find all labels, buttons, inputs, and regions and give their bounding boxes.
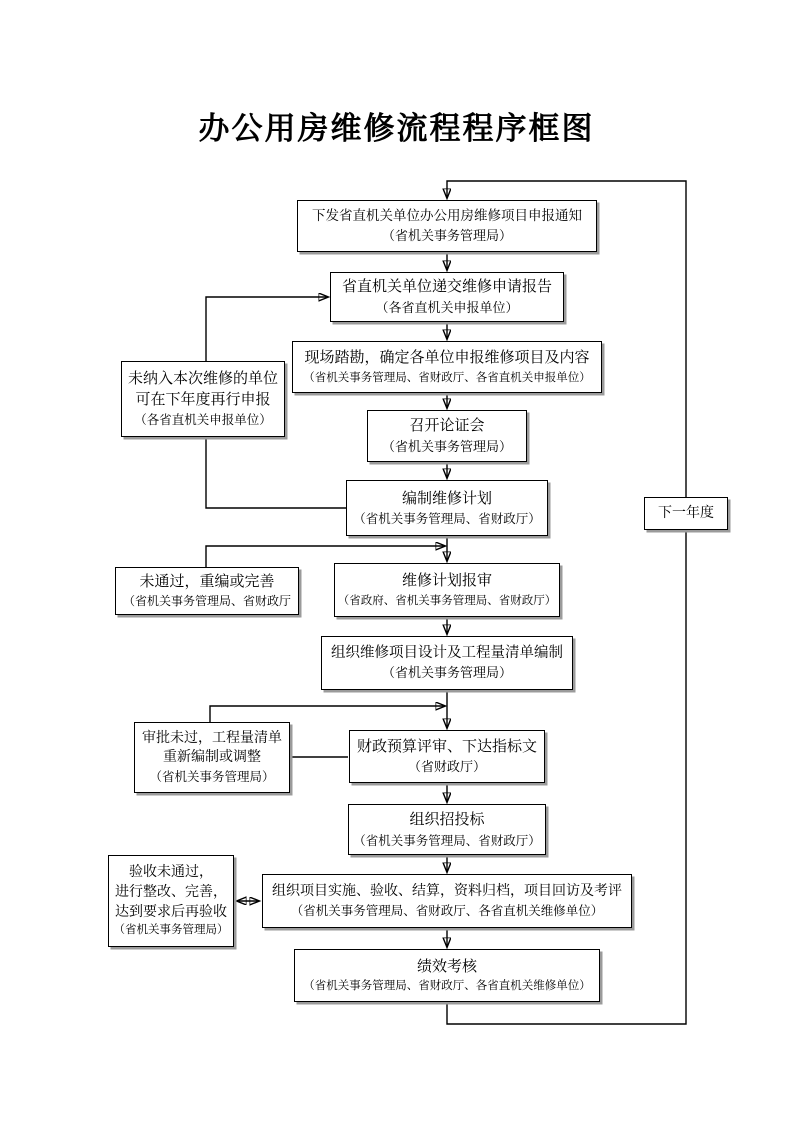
node-org: （省机关事务管理局、省财政厅、各省直机关申报单位）	[303, 371, 591, 384]
note-org: （省机关事务管理局）	[113, 924, 229, 937]
note-org: （省机关事务管理局、省财政厅	[122, 593, 291, 608]
flow-node-notice	[297, 200, 597, 252]
next-year-box	[644, 497, 728, 530]
node-org: （省机关事务管理局）	[381, 438, 512, 454]
node-org: （省机关事务管理局）	[381, 227, 512, 243]
flow-node-assess	[294, 949, 600, 1002]
note-org: （省机关事务管理局）	[149, 770, 275, 785]
flow-node-budget	[349, 730, 545, 783]
node-org: （省财政厅）	[407, 759, 486, 775]
note-line: 未通过，重编或完善	[139, 573, 275, 590]
note-reapply-next-year	[121, 361, 285, 437]
flow-node-implement	[262, 874, 632, 928]
note-budget-not-approved	[134, 722, 290, 793]
node-label: 现场踏勘，确定各单位申报维修项目及内容	[304, 350, 590, 367]
node-org: （省机关事务管理局、省财政厅）	[353, 833, 541, 848]
node-label: 组织招投标	[409, 812, 485, 829]
flow-node-bidding	[348, 804, 546, 855]
node-label: 编制维修计划	[401, 490, 492, 507]
node-org: （省机关事务管理局）	[381, 665, 512, 681]
note-org: （各省直机关申报单位）	[134, 413, 272, 428]
flow-node-design	[321, 636, 573, 690]
page-title: 办公用房维修流程程序框图	[198, 111, 595, 146]
flow-node-plan-review	[334, 563, 560, 617]
flow-node-submit	[330, 272, 564, 322]
next-year-label: 下一年度	[658, 506, 714, 521]
note-plan-not-passed	[115, 567, 299, 615]
flow-node-meeting	[367, 410, 527, 462]
flow-node-plan	[346, 480, 548, 536]
node-label: 下发省直机关单位办公用房维修项目申报通知	[312, 208, 582, 224]
node-org: （各省直机关申报单位）	[375, 299, 519, 315]
note-acceptance-not-passed	[108, 855, 234, 947]
node-org: （省机关事务管理局、省财政厅、各省直机关维修单位）	[290, 904, 604, 919]
note-line: 未纳入本次维修的单位	[127, 370, 278, 387]
node-label: 维修计划报审	[401, 573, 492, 590]
note-line: 审批未过，工程量清单	[142, 730, 282, 746]
flow-node-survey	[292, 341, 602, 393]
node-org: （省机关事务管理局、省财政厅、各省直机关维修单位）	[303, 980, 591, 993]
note-line: 重新编制或调整	[163, 750, 261, 766]
node-org: （省政府、省机关事务管理局、省财政厅）	[337, 594, 557, 607]
node-label: 省直机关单位递交维修申请报告	[341, 279, 552, 296]
note-line: 进行整改、完善，	[115, 884, 227, 900]
node-label: 财政预算评审、下达指标文	[356, 738, 537, 755]
note-line: 验收未通过，	[129, 864, 213, 880]
node-label: 组织维修项目设计及工程量清单编制	[331, 644, 563, 661]
node-label: 组织项目实施、验收、结算，资料归档，项目回访及考评	[272, 884, 622, 900]
node-label: 召开论证会	[409, 418, 485, 435]
note-line: 可在下年度再行申报	[135, 391, 271, 408]
node-org: （省机关事务管理局、省财政厅）	[353, 512, 541, 527]
node-label: 绩效考核	[416, 958, 477, 975]
note-line: 达到要求后再验收	[115, 904, 227, 920]
connector-budget-fail-return	[210, 706, 445, 722]
